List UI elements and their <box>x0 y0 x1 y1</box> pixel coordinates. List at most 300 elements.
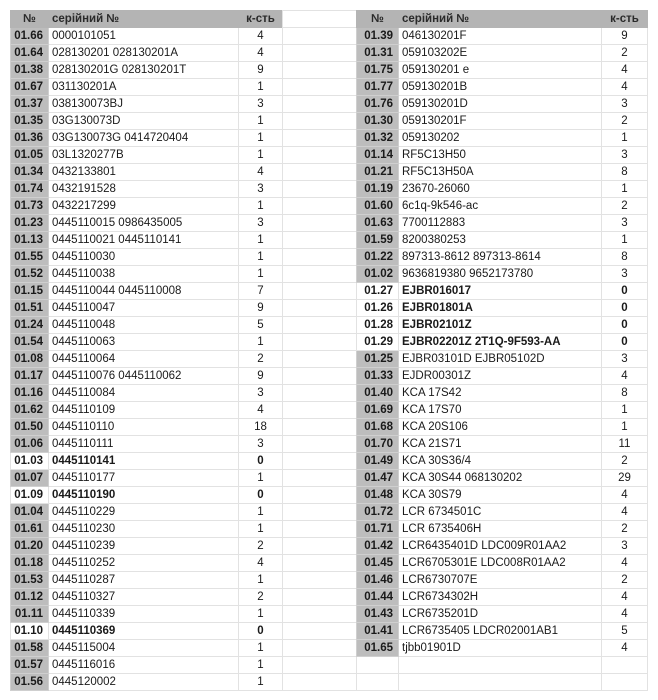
table-row[interactable] <box>11 674 283 691</box>
quantity-cell[interactable]: 5 <box>602 623 648 640</box>
row-number-cell[interactable]: 01.72 <box>357 504 399 521</box>
row-number-cell[interactable]: 01.44 <box>357 589 399 606</box>
serial-cell[interactable]: EJDR00301Z <box>399 368 602 385</box>
row-number-cell[interactable]: 01.50 <box>11 419 49 436</box>
row-number-cell[interactable]: 01.51 <box>11 300 49 317</box>
quantity-cell[interactable]: 3 <box>602 351 648 368</box>
empty-cell[interactable] <box>283 266 357 283</box>
serial-cell[interactable]: 0445110063 <box>49 334 239 351</box>
quantity-cell[interactable]: 4 <box>239 555 283 572</box>
empty-cell[interactable] <box>283 11 357 28</box>
quantity-cell[interactable]: 3 <box>602 538 648 555</box>
table-row[interactable] <box>357 266 648 283</box>
quantity-cell[interactable]: 1 <box>239 640 283 657</box>
quantity-cell[interactable]: 1 <box>602 402 648 419</box>
quantity-cell[interactable]: 4 <box>239 45 283 62</box>
row-number-cell[interactable]: 01.28 <box>357 317 399 334</box>
serial-cell[interactable]: 059130201B <box>399 79 602 96</box>
table-row[interactable] <box>11 436 283 453</box>
quantity-cell[interactable]: 3 <box>239 436 283 453</box>
row-number-cell[interactable]: 01.38 <box>11 62 49 79</box>
serial-cell[interactable]: 23670-26060 <box>399 181 602 198</box>
quantity-cell[interactable]: 0 <box>239 487 283 504</box>
serial-cell[interactable]: 0445110141 <box>49 453 239 470</box>
row-number-cell[interactable]: 01.25 <box>357 351 399 368</box>
table-row[interactable] <box>357 555 648 572</box>
row-number-cell[interactable]: 01.33 <box>357 368 399 385</box>
quantity-cell[interactable]: 3 <box>602 215 648 232</box>
quantity-cell[interactable]: 0 <box>602 283 648 300</box>
quantity-cell[interactable]: 0 <box>602 334 648 351</box>
empty-cell[interactable] <box>283 249 357 266</box>
empty-cell[interactable] <box>283 623 357 640</box>
quantity-cell[interactable]: 1 <box>239 504 283 521</box>
empty-cell[interactable] <box>357 674 399 691</box>
quantity-cell[interactable]: 4 <box>602 487 648 504</box>
quantity-cell[interactable]: 9 <box>602 28 648 45</box>
quantity-cell[interactable]: 8 <box>602 249 648 266</box>
table-row[interactable] <box>357 589 648 606</box>
serial-cell[interactable]: 0445110038 <box>49 266 239 283</box>
serial-cell[interactable]: 028130201G 028130201T <box>49 62 239 79</box>
table-row[interactable] <box>11 232 283 249</box>
empty-cell[interactable] <box>283 181 357 198</box>
row-number-cell[interactable]: 01.14 <box>357 147 399 164</box>
empty-cell[interactable] <box>283 555 357 572</box>
empty-cell[interactable] <box>283 164 357 181</box>
row-number-cell[interactable]: 01.53 <box>11 572 49 589</box>
quantity-cell[interactable]: 0 <box>239 623 283 640</box>
table-row[interactable] <box>11 623 283 640</box>
quantity-cell[interactable]: 3 <box>602 96 648 113</box>
table-row[interactable] <box>11 113 283 130</box>
serial-cell[interactable]: 0445110109 <box>49 402 239 419</box>
serial-cell[interactable]: LCR 6735406H <box>399 521 602 538</box>
serial-cell[interactable]: 8200380253 <box>399 232 602 249</box>
table-row[interactable] <box>11 62 283 79</box>
empty-cell[interactable] <box>283 334 357 351</box>
serial-cell[interactable]: KCA 21S71 <box>399 436 602 453</box>
row-number-cell[interactable]: 01.48 <box>357 487 399 504</box>
serial-cell[interactable]: 0445110190 <box>49 487 239 504</box>
row-number-cell[interactable]: 01.59 <box>357 232 399 249</box>
quantity-cell[interactable]: 2 <box>239 538 283 555</box>
row-number-cell[interactable]: 01.43 <box>357 606 399 623</box>
row-number-cell[interactable]: 01.19 <box>357 181 399 198</box>
serial-cell[interactable]: LCR6730707E <box>399 572 602 589</box>
empty-cell[interactable] <box>283 130 357 147</box>
row-number-cell[interactable]: 01.06 <box>11 436 49 453</box>
table-row[interactable] <box>357 130 648 147</box>
row-number-cell[interactable]: 01.30 <box>357 113 399 130</box>
table-row[interactable] <box>11 640 283 657</box>
quantity-cell[interactable]: 4 <box>602 640 648 657</box>
row-number-cell[interactable]: 01.27 <box>357 283 399 300</box>
table-row[interactable] <box>11 555 283 572</box>
quantity-cell[interactable]: 3 <box>239 96 283 113</box>
row-number-cell[interactable]: 01.73 <box>11 198 49 215</box>
row-number-cell[interactable]: 01.08 <box>11 351 49 368</box>
table-row[interactable] <box>11 334 283 351</box>
quantity-cell[interactable]: 1 <box>602 181 648 198</box>
row-number-cell[interactable]: 01.68 <box>357 419 399 436</box>
table-row[interactable] <box>357 147 648 164</box>
serial-cell[interactable]: 9636819380 9652173780 <box>399 266 602 283</box>
row-number-cell[interactable]: 01.77 <box>357 79 399 96</box>
empty-cell[interactable] <box>283 232 357 249</box>
quantity-cell[interactable]: 4 <box>602 368 648 385</box>
row-number-cell[interactable]: 01.13 <box>11 232 49 249</box>
quantity-cell[interactable]: 1 <box>239 113 283 130</box>
empty-cell[interactable] <box>283 402 357 419</box>
table-row[interactable] <box>11 45 283 62</box>
row-number-cell[interactable]: 01.07 <box>11 470 49 487</box>
quantity-cell[interactable]: 1 <box>602 232 648 249</box>
table-row[interactable] <box>357 385 648 402</box>
table-row[interactable] <box>357 351 648 368</box>
row-number-cell[interactable]: 01.34 <box>11 164 49 181</box>
quantity-cell[interactable]: 2 <box>239 589 283 606</box>
serial-cell[interactable]: 059130201D <box>399 96 602 113</box>
row-number-cell[interactable]: 01.67 <box>11 79 49 96</box>
empty-cell[interactable] <box>283 113 357 130</box>
quantity-cell[interactable]: 1 <box>239 334 283 351</box>
quantity-cell[interactable]: 1 <box>239 147 283 164</box>
table-row[interactable] <box>357 623 648 640</box>
serial-cell[interactable]: 0445110015 0986435005 <box>49 215 239 232</box>
quantity-cell[interactable]: 2 <box>602 521 648 538</box>
row-number-cell[interactable]: 01.22 <box>357 249 399 266</box>
empty-cell[interactable] <box>357 657 399 674</box>
table-row[interactable] <box>357 402 648 419</box>
row-number-cell[interactable]: 01.23 <box>11 215 49 232</box>
quantity-cell[interactable]: 3 <box>602 147 648 164</box>
empty-cell[interactable] <box>283 470 357 487</box>
empty-row[interactable] <box>357 657 648 674</box>
quantity-cell[interactable]: 9 <box>239 368 283 385</box>
serial-cell[interactable]: KCA 30S79 <box>399 487 602 504</box>
row-number-cell[interactable]: 01.40 <box>357 385 399 402</box>
row-number-cell[interactable]: 01.42 <box>357 538 399 555</box>
row-number-cell[interactable]: 01.10 <box>11 623 49 640</box>
row-number-cell[interactable]: 01.02 <box>357 266 399 283</box>
table-row[interactable] <box>11 198 283 215</box>
quantity-cell[interactable]: 0 <box>602 300 648 317</box>
quantity-cell[interactable]: 0 <box>602 317 648 334</box>
serial-cell[interactable]: 0445116016 <box>49 657 239 674</box>
quantity-cell[interactable]: 1 <box>239 674 283 691</box>
table-row[interactable] <box>357 28 648 45</box>
serial-cell[interactable]: 0445110110 <box>49 419 239 436</box>
row-number-cell[interactable]: 01.35 <box>11 113 49 130</box>
empty-cell[interactable] <box>399 657 602 674</box>
serial-cell[interactable]: 059103202E <box>399 45 602 62</box>
row-number-cell[interactable]: 01.41 <box>357 623 399 640</box>
table-row[interactable] <box>357 436 648 453</box>
empty-cell[interactable] <box>283 453 357 470</box>
serial-cell[interactable]: RF5C13H50A <box>399 164 602 181</box>
empty-cell[interactable] <box>283 487 357 504</box>
empty-cell[interactable] <box>283 640 357 657</box>
table-row[interactable] <box>357 249 648 266</box>
serial-cell[interactable]: 03G130073G 0414720404 <box>49 130 239 147</box>
table-row[interactable] <box>357 198 648 215</box>
serial-cell[interactable]: LCR6735405 LDCR02001AB1 <box>399 623 602 640</box>
quantity-cell[interactable]: 8 <box>602 164 648 181</box>
empty-cell[interactable] <box>283 62 357 79</box>
table-row[interactable] <box>357 79 648 96</box>
row-number-cell[interactable]: 01.58 <box>11 640 49 657</box>
table-row[interactable] <box>357 232 648 249</box>
row-number-cell[interactable]: 01.09 <box>11 487 49 504</box>
table-row[interactable] <box>357 283 648 300</box>
serial-cell[interactable]: 0445110076 0445110062 <box>49 368 239 385</box>
table-row[interactable] <box>357 521 648 538</box>
serial-cell[interactable]: 0445110369 <box>49 623 239 640</box>
table-row[interactable] <box>357 538 648 555</box>
table-row[interactable] <box>11 589 283 606</box>
table-row[interactable] <box>11 606 283 623</box>
serial-cell[interactable]: 0445110339 <box>49 606 239 623</box>
quantity-cell[interactable]: 1 <box>239 470 283 487</box>
serial-cell[interactable]: 0445110239 <box>49 538 239 555</box>
row-number-cell[interactable]: 01.54 <box>11 334 49 351</box>
quantity-cell[interactable]: 7 <box>239 283 283 300</box>
table-row[interactable] <box>357 181 648 198</box>
serial-cell[interactable]: LCR6705301E LDC008R01AA2 <box>399 555 602 572</box>
quantity-cell[interactable]: 18 <box>239 419 283 436</box>
serial-cell[interactable]: 031130201A <box>49 79 239 96</box>
serial-cell[interactable]: KCA 20S106 <box>399 419 602 436</box>
empty-cell[interactable] <box>283 572 357 589</box>
table-row[interactable] <box>11 147 283 164</box>
row-number-cell[interactable]: 01.56 <box>11 674 49 691</box>
table-row[interactable] <box>11 657 283 674</box>
serial-cell[interactable]: 0445110047 <box>49 300 239 317</box>
quantity-cell[interactable]: 1 <box>239 606 283 623</box>
serial-cell[interactable]: LCR6734302H <box>399 589 602 606</box>
empty-cell[interactable] <box>283 147 357 164</box>
table-row[interactable] <box>357 215 648 232</box>
quantity-cell[interactable]: 9 <box>239 62 283 79</box>
serial-cell[interactable]: 0445120002 <box>49 674 239 691</box>
empty-cell[interactable] <box>283 45 357 62</box>
row-number-cell[interactable]: 01.17 <box>11 368 49 385</box>
serial-cell[interactable]: 028130201 028130201A <box>49 45 239 62</box>
empty-cell[interactable] <box>283 368 357 385</box>
row-number-cell[interactable]: 01.04 <box>11 504 49 521</box>
table-row[interactable] <box>11 521 283 538</box>
empty-cell[interactable] <box>283 504 357 521</box>
quantity-cell[interactable]: 3 <box>239 385 283 402</box>
row-number-cell[interactable]: 01.63 <box>357 215 399 232</box>
table-row[interactable] <box>357 470 648 487</box>
empty-cell[interactable] <box>283 283 357 300</box>
table-row[interactable] <box>11 130 283 147</box>
quantity-cell[interactable]: 4 <box>602 504 648 521</box>
serial-cell[interactable]: 059130201F <box>399 113 602 130</box>
empty-cell[interactable] <box>283 351 357 368</box>
empty-cell[interactable] <box>283 96 357 113</box>
quantity-cell[interactable]: 4 <box>602 555 648 572</box>
quantity-cell[interactable]: 3 <box>239 181 283 198</box>
table-row[interactable] <box>357 606 648 623</box>
empty-cell[interactable] <box>283 674 357 691</box>
table-row[interactable] <box>11 283 283 300</box>
quantity-cell[interactable]: 4 <box>602 79 648 96</box>
serial-cell[interactable]: 0445110177 <box>49 470 239 487</box>
row-number-cell[interactable]: 01.64 <box>11 45 49 62</box>
quantity-cell[interactable]: 0 <box>239 453 283 470</box>
row-number-cell[interactable]: 01.60 <box>357 198 399 215</box>
serial-cell[interactable]: tjbb01901D <box>399 640 602 657</box>
quantity-cell[interactable]: 1 <box>239 266 283 283</box>
serial-cell[interactable]: 059130201 e <box>399 62 602 79</box>
serial-cell[interactable]: 038130073BJ <box>49 96 239 113</box>
table-row[interactable] <box>357 96 648 113</box>
serial-cell[interactable]: 0000101051 <box>49 28 239 45</box>
row-number-cell[interactable]: 01.61 <box>11 521 49 538</box>
row-number-cell[interactable]: 01.75 <box>357 62 399 79</box>
table-row[interactable] <box>357 504 648 521</box>
table-row[interactable] <box>11 300 283 317</box>
serial-cell[interactable]: 0445110287 <box>49 572 239 589</box>
quantity-cell[interactable]: 1 <box>239 521 283 538</box>
serial-cell[interactable]: EJBR02201Z 2T1Q-9F593-AA <box>399 334 602 351</box>
row-number-cell[interactable]: 01.49 <box>357 453 399 470</box>
table-row[interactable] <box>11 96 283 113</box>
table-row[interactable] <box>357 368 648 385</box>
serial-cell[interactable]: KCA 17S70 <box>399 402 602 419</box>
table-row[interactable] <box>357 334 648 351</box>
serial-cell[interactable]: 0445110044 0445110008 <box>49 283 239 300</box>
table-row[interactable] <box>11 215 283 232</box>
quantity-cell[interactable]: 4 <box>239 28 283 45</box>
quantity-cell[interactable]: 2 <box>239 351 283 368</box>
serial-cell[interactable]: 0445110064 <box>49 351 239 368</box>
empty-cell[interactable] <box>283 79 357 96</box>
quantity-cell[interactable]: 1 <box>239 198 283 215</box>
table-row[interactable] <box>357 487 648 504</box>
row-number-cell[interactable]: 01.29 <box>357 334 399 351</box>
quantity-cell[interactable]: 3 <box>602 266 648 283</box>
quantity-cell[interactable]: 5 <box>239 317 283 334</box>
table-row[interactable] <box>357 317 648 334</box>
row-number-cell[interactable]: 01.69 <box>357 402 399 419</box>
table-row[interactable] <box>11 79 283 96</box>
quantity-cell[interactable]: 4 <box>602 606 648 623</box>
quantity-cell[interactable]: 2 <box>602 45 648 62</box>
table-row[interactable] <box>11 317 283 334</box>
quantity-cell[interactable]: 2 <box>602 198 648 215</box>
empty-cell[interactable] <box>283 589 357 606</box>
serial-cell[interactable]: 0445110048 <box>49 317 239 334</box>
serial-cell[interactable]: LCR 6734501C <box>399 504 602 521</box>
serial-cell[interactable]: LCR6735201D <box>399 606 602 623</box>
serial-cell[interactable]: 046130201F <box>399 28 602 45</box>
table-row[interactable] <box>357 62 648 79</box>
row-number-cell[interactable]: 01.71 <box>357 521 399 538</box>
serial-cell[interactable]: 0445110252 <box>49 555 239 572</box>
empty-cell[interactable] <box>602 674 648 691</box>
serial-cell[interactable]: 0432191528 <box>49 181 239 198</box>
row-number-cell[interactable]: 01.55 <box>11 249 49 266</box>
table-row[interactable] <box>357 113 648 130</box>
row-number-cell[interactable]: 01.26 <box>357 300 399 317</box>
table-row[interactable] <box>357 453 648 470</box>
row-number-cell[interactable]: 01.21 <box>357 164 399 181</box>
serial-cell[interactable]: 059130202 <box>399 130 602 147</box>
table-row[interactable] <box>11 181 283 198</box>
serial-cell[interactable]: KCA 17S42 <box>399 385 602 402</box>
quantity-cell[interactable]: 4 <box>602 589 648 606</box>
serial-cell[interactable]: 0445110021 0445110141 <box>49 232 239 249</box>
table-row[interactable] <box>357 300 648 317</box>
serial-cell[interactable]: 0445110229 <box>49 504 239 521</box>
table-row[interactable] <box>11 249 283 266</box>
quantity-cell[interactable]: 2 <box>602 453 648 470</box>
table-row[interactable] <box>11 419 283 436</box>
serial-cell[interactable]: 7700112883 <box>399 215 602 232</box>
empty-cell[interactable] <box>283 606 357 623</box>
empty-cell[interactable] <box>283 521 357 538</box>
row-number-cell[interactable]: 01.37 <box>11 96 49 113</box>
serial-cell[interactable]: EJBR02101Z <box>399 317 602 334</box>
row-number-cell[interactable]: 01.36 <box>11 130 49 147</box>
table-row[interactable] <box>11 385 283 402</box>
row-number-cell[interactable]: 01.66 <box>11 28 49 45</box>
quantity-cell[interactable]: 2 <box>602 113 648 130</box>
row-number-cell[interactable]: 01.74 <box>11 181 49 198</box>
row-number-cell[interactable]: 01.45 <box>357 555 399 572</box>
row-number-cell[interactable]: 01.16 <box>11 385 49 402</box>
row-number-cell[interactable]: 01.20 <box>11 538 49 555</box>
table-row[interactable] <box>11 504 283 521</box>
row-number-cell[interactable]: 01.32 <box>357 130 399 147</box>
empty-cell[interactable] <box>283 198 357 215</box>
empty-cell[interactable] <box>283 28 357 45</box>
row-number-cell[interactable]: 01.52 <box>11 266 49 283</box>
table-row[interactable] <box>11 487 283 504</box>
quantity-cell[interactable]: 29 <box>602 470 648 487</box>
serial-cell[interactable]: EJBR03101D EJBR05102D <box>399 351 602 368</box>
quantity-cell[interactable]: 4 <box>239 164 283 181</box>
row-number-cell[interactable]: 01.39 <box>357 28 399 45</box>
quantity-cell[interactable]: 4 <box>602 62 648 79</box>
quantity-cell[interactable]: 4 <box>239 402 283 419</box>
table-row[interactable] <box>11 28 283 45</box>
serial-cell[interactable]: 0445110111 <box>49 436 239 453</box>
serial-cell[interactable]: EJBR016017 <box>399 283 602 300</box>
row-number-cell[interactable]: 01.62 <box>11 402 49 419</box>
quantity-cell[interactable]: 1 <box>239 249 283 266</box>
serial-cell[interactable]: RF5C13H50 <box>399 147 602 164</box>
table-row[interactable] <box>357 572 648 589</box>
empty-cell[interactable] <box>283 657 357 674</box>
row-number-cell[interactable]: 01.15 <box>11 283 49 300</box>
table-row[interactable] <box>11 402 283 419</box>
quantity-cell[interactable]: 1 <box>602 419 648 436</box>
empty-cell[interactable] <box>283 436 357 453</box>
quantity-cell[interactable]: 1 <box>239 79 283 96</box>
empty-cell[interactable] <box>283 215 357 232</box>
table-row[interactable] <box>11 572 283 589</box>
quantity-cell[interactable]: 1 <box>239 232 283 249</box>
table-row[interactable] <box>357 164 648 181</box>
table-row[interactable] <box>11 266 283 283</box>
row-number-cell[interactable]: 01.65 <box>357 640 399 657</box>
empty-cell[interactable] <box>399 674 602 691</box>
